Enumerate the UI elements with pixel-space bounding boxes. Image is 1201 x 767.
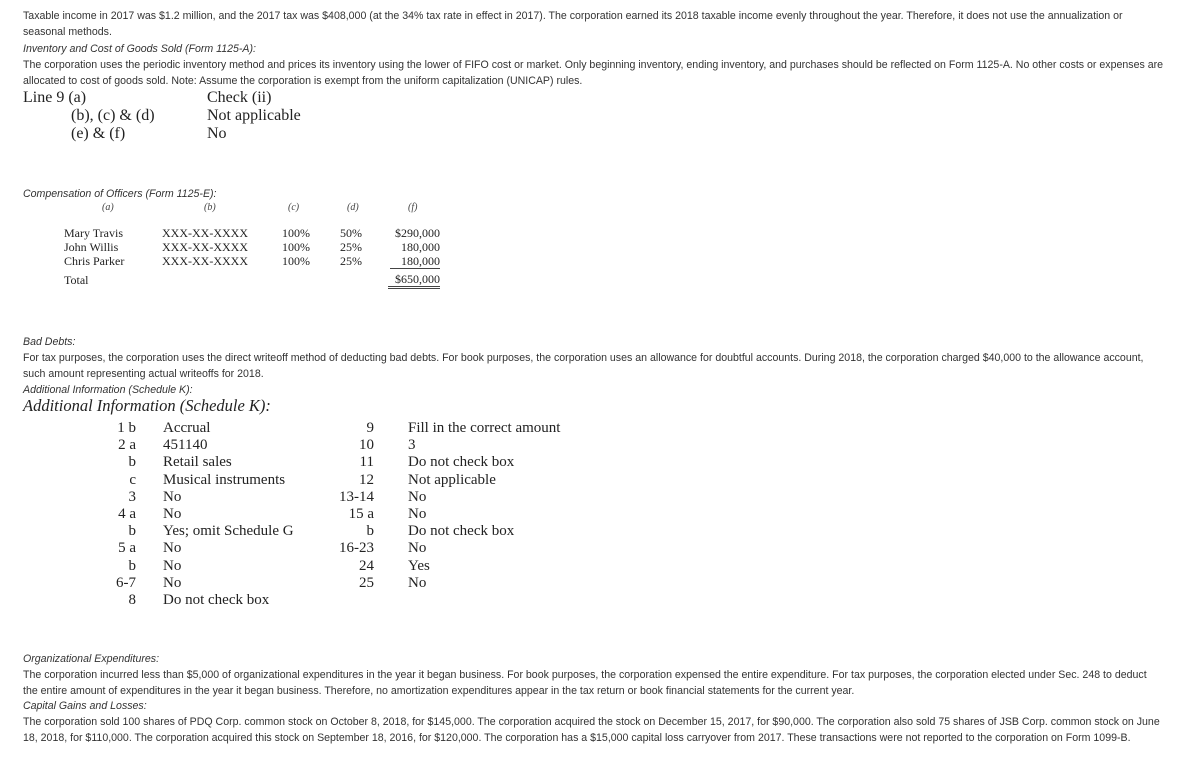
sk-item-answer: No: [163, 488, 182, 505]
sk-item-answer: No: [408, 488, 427, 505]
total-label: Total: [64, 273, 89, 287]
sk-item-number: 8: [128, 592, 136, 608]
sk-item-answer: No: [163, 574, 182, 591]
officer-ssn: XXX-XX-XXXX: [162, 226, 248, 240]
officer-amount: 180,000: [401, 240, 440, 254]
officer-name: Chris Parker: [64, 254, 125, 268]
capital-gains-heading: Capital Gains and Losses:: [23, 700, 147, 712]
sk-item-number: 10: [359, 437, 374, 454]
sk-item-number: c: [129, 471, 136, 488]
sk-item-number: 13-14: [339, 488, 374, 505]
sk-item-number: 25: [359, 574, 374, 591]
col-header-a: (a): [102, 202, 114, 213]
sk-item-answer: No: [163, 506, 182, 522]
officer-stock: 50%: [340, 226, 362, 240]
sk-item-answer: Musical instruments: [163, 471, 286, 488]
line9-label-a: Line 9 (a): [23, 89, 87, 106]
inventory-paragraph: The corporation uses the periodic inventory method and prices its inventory using the lower of FIFO cost or market. Only beginning inventory, ending inventory, and purchases should be reflected on Form 1125-A. No other costs or expenses are allocated to cost of goods sold. Note: Assume the corporation is exempt from the uniform capitalization (UNICAP) rules.: [23, 59, 1164, 87]
total-amount: $650,000: [388, 272, 440, 289]
sk-item-number: b: [128, 523, 136, 540]
sk-item-answer: Accrual: [163, 420, 211, 436]
col-header-d: (d): [347, 202, 359, 213]
organizational-paragraph: The corporation incurred less than $5,000 of organizational expenditures in the year it began business. For book purposes, the corporation expensed the entire expenditure. For tax purposes, the corporation elected under Sec. 248 to deduct the entire amount of expenditures in the year it began business. Therefore, no amortization expenditures appear in the tax return or book financial statements for the current year.: [23, 669, 1147, 697]
sk-item-answer: No: [163, 540, 182, 557]
officer-time: 100%: [282, 240, 310, 254]
col-header-c: (c): [288, 202, 300, 213]
line9-value-ef: No: [207, 125, 227, 142]
officer-ssn: XXX-XX-XXXX: [162, 240, 248, 254]
sk-item-answer: 451140: [163, 437, 208, 454]
sk-item-answer: Fill in the correct amount: [408, 420, 561, 436]
officer-ssn: XXX-XX-XXXX: [162, 254, 248, 268]
inventory-heading: Inventory and Cost of Goods Sold (Form 1125-A):: [23, 43, 256, 55]
sk-item-number: 9: [366, 420, 374, 436]
col-header-b: (b): [204, 202, 216, 213]
organizational-heading: Organizational Expenditures:: [23, 653, 160, 665]
sk-item-answer: No: [408, 506, 427, 522]
sk-item-number: 5 a: [118, 540, 136, 557]
sk-item-answer: Retail sales: [163, 454, 232, 471]
officer-stock: 25%: [340, 240, 362, 254]
sk-item-answer: Yes: [408, 557, 430, 574]
officer-amount: 180,000: [390, 254, 440, 269]
sk-item-number: 24: [359, 557, 374, 574]
sk-item-answer: Not applicable: [408, 471, 496, 488]
bad-debts-paragraph: For tax purposes, the corporation uses the direct writeoff method of deducting bad debts. For book purposes, the corporation uses an allowance for doubtful accounts. During 2018, the corporation charged $40,000 to the allowance account, such amount representing actual writeoffs for 2018.: [23, 352, 1144, 380]
line9-value-a: Check (ii): [207, 89, 272, 106]
sk-item-number: 16-23: [339, 540, 374, 557]
line9-label-bcd: (b), (c) & (d): [71, 107, 155, 124]
officer-amount: $290,000: [395, 226, 440, 240]
officer-name: John Willis: [64, 240, 119, 254]
bad-debts-heading: Bad Debts:: [23, 336, 76, 348]
taxable-income-paragraph: Taxable income in 2017 was $1.2 million, and the 2017 tax was $408,000 (at the 34% tax rate in effect in 2017). The corporation earned its 2018 taxable income evenly throughout the year. Therefore, it does not use the annualization or seasonal methods.: [23, 10, 1123, 38]
sk-item-answer: 3: [408, 437, 416, 454]
sk-item-number: 3: [128, 488, 136, 505]
officer-stock: 25%: [340, 254, 362, 268]
sk-item-answer: No: [163, 557, 182, 574]
sk-item-number: 15 a: [348, 506, 374, 522]
sk-item-number: b: [366, 523, 374, 540]
sk-item-number: 12: [359, 471, 374, 488]
col-header-f: (f): [408, 202, 418, 213]
capital-gains-paragraph: The corporation sold 100 shares of PDQ Corp. common stock on October 8, 2018, for $145,000. The corporation acquired the stock on December 15, 2017, for $90,000. The corporation also sold 75 shares of JSB Corp. common stock on June 18, 2018, for $110,000. The corporation acquired this stock on September 18, 2016, for $120,000. The corporation has a $15,000 capital loss carryover from 2017. These transactions were not reported to the corporation on Form 1099-B.: [23, 716, 1160, 744]
schedule-k-heading-small: Additional Information (Schedule K):: [23, 384, 193, 396]
sk-item-answer: Do not check box: [408, 454, 515, 471]
sk-item-number: b: [128, 557, 136, 574]
sk-item-number: 11: [359, 454, 374, 471]
sk-item-answer: Do not check box: [408, 523, 515, 540]
sk-item-answer: No: [408, 574, 427, 591]
sk-item-number: 6-7: [116, 574, 136, 591]
schedule-k-heading: Additional Information (Schedule K):: [23, 396, 271, 415]
officer-name: Mary Travis: [64, 226, 124, 240]
sk-item-number: 4 a: [118, 506, 136, 522]
sk-item-answer: No: [408, 540, 427, 557]
sk-item-answer: Do not check box: [163, 592, 270, 608]
officer-time: 100%: [282, 226, 310, 240]
line9-label-ef: (e) & (f): [71, 125, 126, 142]
officer-time: 100%: [282, 254, 310, 268]
officers-heading: Compensation of Officers (Form 1125-E):: [23, 188, 217, 200]
sk-item-number: 1 b: [117, 420, 136, 436]
sk-item-number: 2 a: [118, 437, 136, 454]
sk-item-answer: Yes; omit Schedule G: [163, 523, 294, 540]
line9-value-bcd: Not applicable: [207, 107, 301, 124]
sk-item-number: b: [128, 454, 136, 471]
